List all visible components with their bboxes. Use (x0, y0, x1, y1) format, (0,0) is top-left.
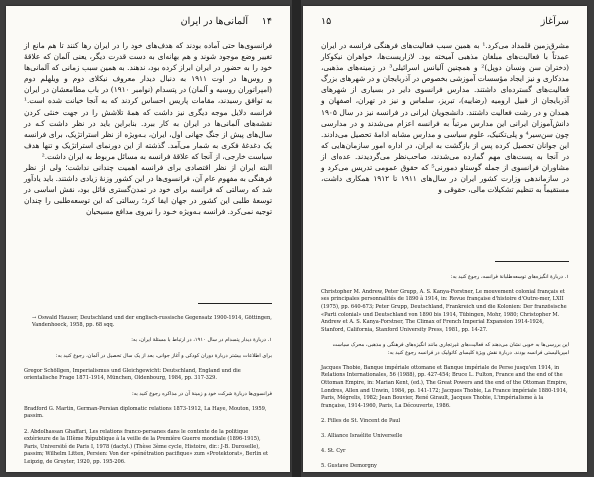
footnote: 2. Filles de St. Vincent de Paul (321, 417, 401, 424)
footnote: این بررسی‌ها به خوبی نشان می‌دهند که فعالیت‌های غیرتجاری مانند انگیزه‌های فرهنگی و مذهبی، محرک سیاست امپریالیستی فرانسه بودند. دربارهٔ نقش ویژهٔ کلیسای کاتولیک در فرانسه رجوع کنید به: (332, 341, 569, 356)
footnote-rule (198, 303, 272, 304)
footnote: ۱. دربارهٔ انگیزه‌های توسعه‌طلبانهٔ فرانسه، رجوع کنید به: (450, 273, 569, 280)
running-title: آلمانی‌ها در ایران (180, 16, 248, 27)
footnote: Bradford G. Martin, German-Persian diplomatic relations 1873-1912, La Haye, Mouton, 1959, passim. (24, 405, 267, 420)
page-header (321, 16, 569, 30)
page-number: ۱۴ (261, 16, 272, 27)
page-number: ۱۵ (321, 16, 332, 27)
running-title: سرآغاز (540, 16, 569, 27)
footnote: فرانسوی‌ها دربارهٔ شرکت خود و زمینهٔ آن در مذاکره رجوع کنید به: (131, 390, 272, 397)
page-header (24, 16, 272, 30)
footnote: Gregor Schöllgen, Imperialismus und Gleichgewicht: Deutschland, England und die orientalische Frage 1871-1914, München, Oldenbourg, 1984, pp. 317-329. (24, 367, 241, 382)
right-page (303, 6, 587, 472)
footnote: → Oswald Hauser, Deutschland und der englisch-russische Gegensatz 1900-1914, Göttingen, Vandenhoeck, 1958, pp. 68 sqq. (32, 314, 272, 329)
footnote: برای اطلاعات بیشتر دربارهٔ دوران کودکی و آغاز جوانی، بعد از یک سال تحصیل در آلمان، رجوع کنید به: (55, 352, 272, 359)
footnotes (24, 307, 272, 472)
footnote: 3. Alliance Israélite Universelle (321, 433, 403, 440)
footnote: 4. St. Cyr (321, 448, 346, 455)
footnote: 2. Abdolhassan Ghaffari, Les relations franco-persanes dans le contexte de la politique extérieure de la IIIème République à la veille de la Première Guerre mondiale (1896-1915), Paris, Université de Paris I, 1978 (dactyl.) (Thèse 3ème cycle, Histoire, dir.: J-B. Duroselle), passim; Wilhelm Litten, Persien: Von der «pénétration pacifique» zum «Protektorat», Berlin et Leipzig, de Gruyter, 1920, pp. 195-206. (24, 428, 269, 465)
footnote-rule (495, 261, 569, 262)
footnote: Christopher M. Andrew, Peter Grupp, A. S. Kanya-Forstner, Le mouvement colonial français et ses principales personnalités de 1890 à 1914, in: Revue française d'histoire d'Outre-mer, LXII (1975), pp. 640-673; Peter Grupp, Deutschland, Frankreich und die Kolonien: Der französische «Parti colonial» und Deutschland von 1890 bis 1914, Tübingen, Mohr, 1980; Christopher M. Andrew et A. S. Kanya-Forstner, The Climax of French Imperial Expansion 1914-1924, Stanford, California, Stanford University Press, 1981, pp. 14-27. (321, 288, 567, 333)
left-page (6, 6, 290, 472)
footnote: Jacques Thobie, Banque impériale ottomane et Banque impériale de Perse jusqu'en 1914, in Relations Internationales, 56 (1988), pp. 427-454; Bruce L. Fulton, France and the end of the Ottoman Empire, in: Marian Kent, (ed.), The Great Powers and the end of the Ottoman Empire, Londres, Allen and Unwin, 1984, pp. 141-172; Jacques Thobie, La France impériale 1880-1914, Paris, Mégrelis, 1982; Jean Bouvier, René Girault, Jacques Thobie, L'impérialisme à la française, 1914-1960, Paris, La Découverte, 1986. (321, 364, 568, 409)
footnote: ۱. دربارهٔ دیدار پتسدام در سال ۱۹۱۰، در ارتباط با مسئلهٔ ایران، به: (131, 337, 272, 344)
book-gutter (292, 0, 301, 477)
footnotes (321, 266, 569, 472)
body-text: مشرق‌زمین قلمداد می‌کرد.¹ به همین سبب فعالیت‌های فرهنگی فرانسه در ایران عمدتاً با فعالیت‌های مبلغان مذهبی آمیخته بود. لازاریست‌ها، خواهران نیکوکار (دختران سن ونسان دوپل)² و همچنین آلیانس اسرائیلی³ در زمینه‌های مذهبی، مددکاری و نیز ایجاد مؤسسات آموزشی بخصوص در آذربایجان و در شهرهای بزرگ فعالیت‌های گسترده‌ای داشتند. مدارس فرانسوی دایر در بسیاری از شهرهای آذربایجان از قبیل ارومیه (رضاییه)، تبریز، سلماس و نیز در تهران، اصفهان و همدان و در رشت فعالیت داشتند. دانشجویان ایرانی در فرانسه نیز در سال ۱۹۰۵ دانش‌آموزان ایرانی این مدارس مرتباً به فرانسه اعزام می‌شدند و در مدارسی چون سن‌سیر⁴ و پلی‌تکنیک، علوم سیاسی و مدارس مشابه ادامهٔ تحصیل می‌دادند. این جوانان تحصیل کرده پس از بازگشت به ایران، در اداره امور سازمان‌هایی که در آنجا به پست‌های مهم گمارده می‌شدند، صاحب‌نظر می‌گردیدند. عده‌ای از مشاوران فرانسوی از جمله گوستاو دمورنی⁵ که حقوق عمومی تدریس می‌کرد و در سازماندهی وزارت کشور ایران در سال‌های ۱۹۱۱ تا ۱۹۱۲ همکاری داشت، مستقیماً به تنظیم تشکیلات مالی، حقوقی و (321, 41, 570, 195)
body-text: فرانسوی‌ها حتی آماده بودند که هدف‌های خود را در ایران رها کنند تا هم مانع از تغییر وضع موجود شوند و هم بهانه‌ای به دست قدرت دیگر، یعنی آلمان که علاقهٔ خود را به حضور در ایران ابراز کرده بود، ندهند. به همین سبب زمانی که آلمانی‌ها و روس‌ها در اوت ۱۹۱۱ به دنبال دیدار معروف نیکلای دوم و ویلهلم دوم (امپراتوران روسیه و آلمان) در پتسدام (نوامبر ۱۹۱۰) در باب مطامعشان در ایران به توافق رسیدند، مقامات پاریس احساس کردند که به آنجا خیانت شده است.¹ فرانسه دلایل موجه دیگری نیز داشت که همهٔ تلاشش را در جهت خنثی کردن نقشه‌های آلمانی‌ها در ایران به کار ببرد. بنابراین باید در نظر داشت کـه در سال‌های پیش از جنگ جهانی اول، ایران، بـه‌ویژه از نظر استراتژیک، برای فرانسه یک دغدغهٔ فکری به شمار می‌آمد. گذشته از این دورنمای استراتژیک و تنها هدف سیاست خارجی، از آنجا که علاقهٔ فرانسه به مسائل مربوط به ایران داشت.² البته ایران از نظر اقتصادی برای فرانسه اهمیت چندانی نداشت؛ ولی از نظر فرهنگی به مفهوم عام آن، فرانسوی‌ها در این کشور وزنهٔ زیادی داشتند. باید یادآور شد که رسالتی که فرانسه برای خود در تمدن‌گستری قائل بود، نقش اساسی در توسعهٔ طلبی این کشور در جهان ایفا کرد؛ رسالتی که این توسعه‌طلبی را چندان توجیه نمی‌کرد. فرانسه بـه‌ویژه خـود را نیروی مدافع مسیحیان (24, 41, 273, 217)
footnote: 5. Gustave Demorgny (321, 463, 377, 470)
